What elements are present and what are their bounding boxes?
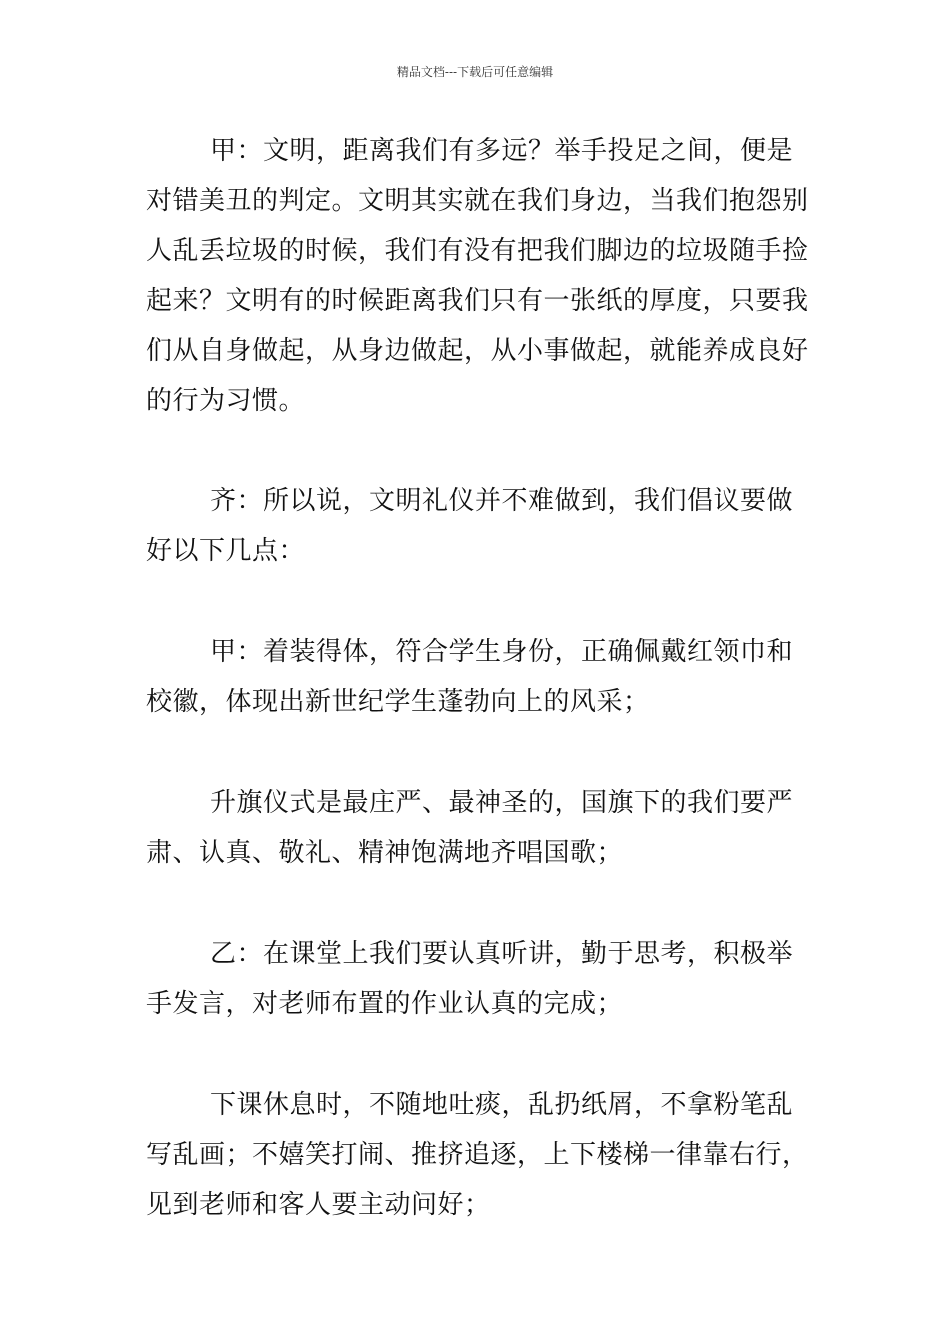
- document-body: [146, 126, 818, 1230]
- paragraph-5: 乙：在课堂上我们要认真听讲，勤于思考，积极举手发言，对老师布置的作业认真的完成；: [146, 939, 794, 1019]
- paragraph-6: 下课休息时，不随地吐痰，乱扔纸屑，不拿粉笔乱写乱画；不嬉笑打闹、推挤追逐，上下楼梯一律靠右行，见到老师和客人要主动问好；: [146, 1090, 809, 1220]
- paragraph-4: 升旗仪式是最庄严、最神圣的，国旗下的我们要严肃、认真、敬礼、精神饱满地齐唱国歌；: [146, 788, 794, 868]
- paragraph-3: 甲：着装得体，符合学生身份，正确佩戴红领巾和校徽，体现出新世纪学生蓬勃向上的风采；: [146, 637, 794, 717]
- paragraph-2: 齐：所以说，文明礼仪并不难做到，我们倡议要做好以下几点：: [146, 486, 794, 566]
- paragraph-1: 甲：文明，距离我们有多远？举手投足之间，便是对错美丑的判定。文明其实就在我们身边，当我们抱怨别人乱丢垃圾的时候，我们有没有把我们脚边的垃圾随手捡起来？文明有的时候距离我们只有一张纸的厚度，只要我们从自身做起，从身边做起，从小事做起，就能养成良好的行为习惯。: [146, 136, 809, 416]
- page-header: 精品文档---下载后可任意编辑: [396, 65, 554, 79]
